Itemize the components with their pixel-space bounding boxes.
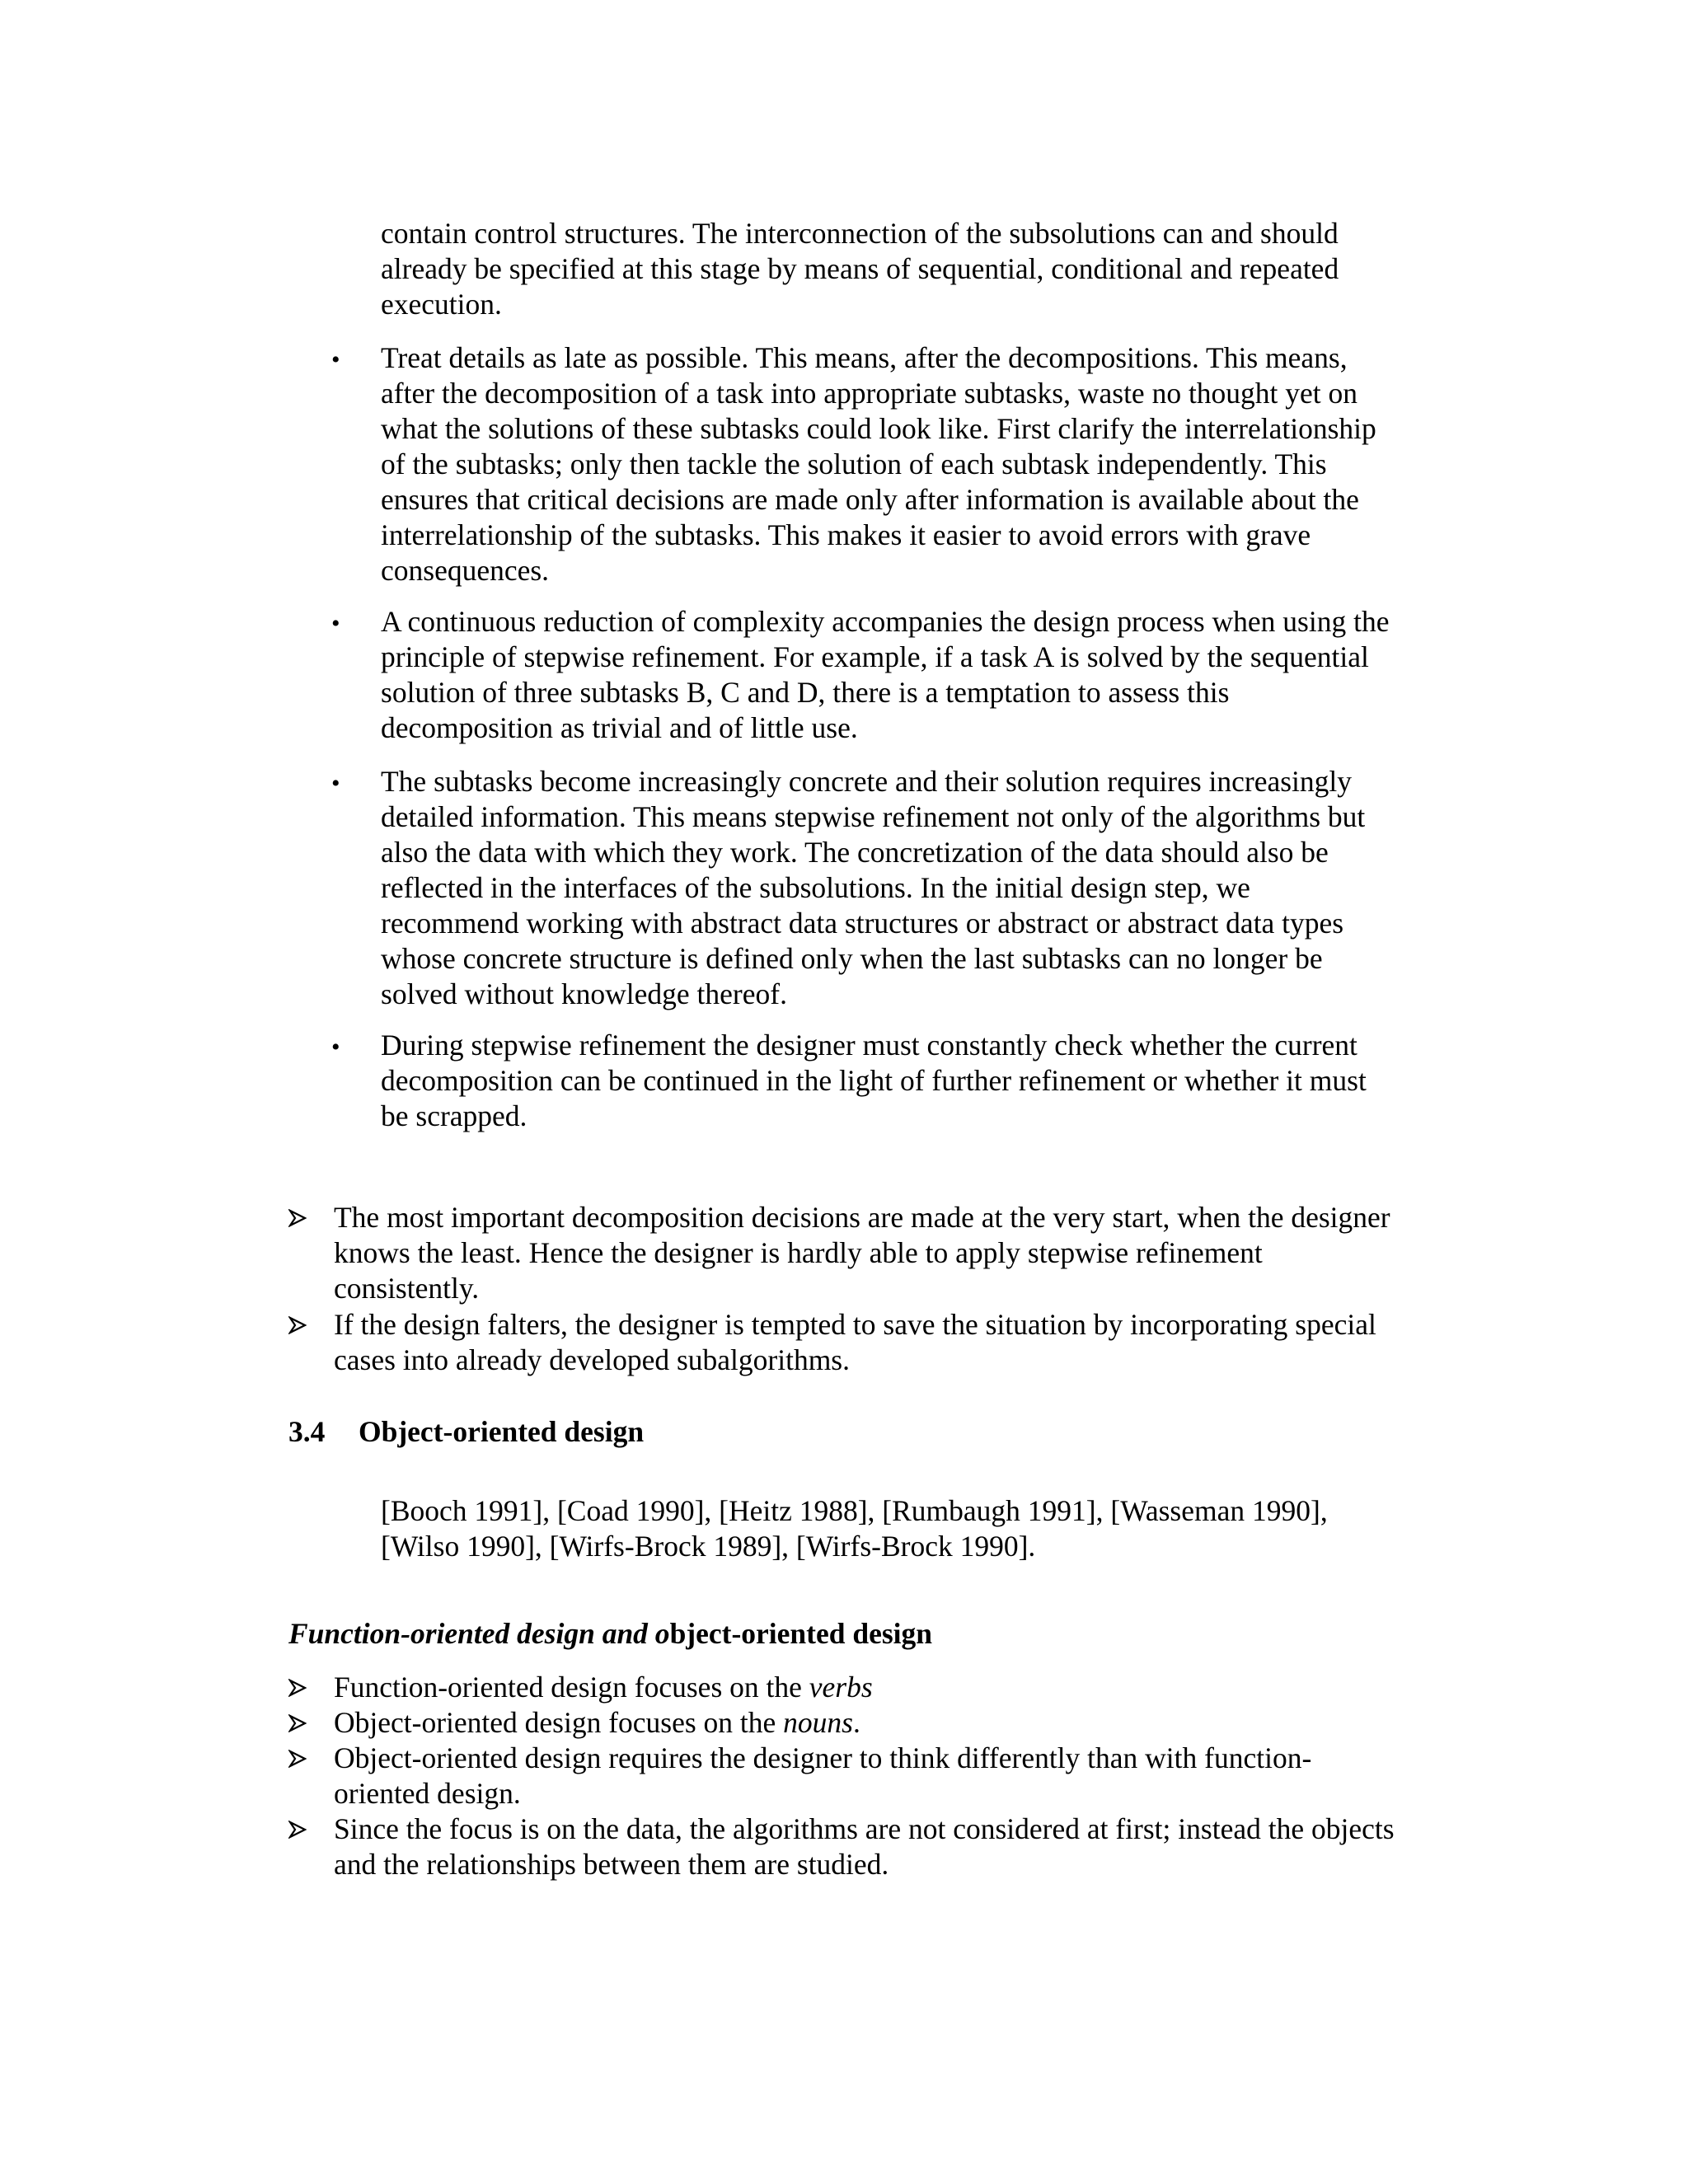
continuation-paragraph: contain control structures. The interconnection of the subsolutions can and should already be specified at this stage by means of sequential, conditional and repeated execution.: [381, 217, 1339, 321]
item-text: Object-oriented design requires the designer to think differently than with function-oriented design.: [334, 1741, 1312, 1810]
bullet-item: Treat details as late as possible. This means, after the decompositions. This means, after the decomposition of a task into appropriate subtasks, waste no thought yet on what the solutions of these subtasks could look like. First clarify the interrelationship of the subtasks; only then tackle the solution of each subtask independently. This ensures that critical decisions are made only after information is available about the interrelationship of the subtasks. This makes it easier to avoid errors with grave consequences.: [381, 341, 1376, 587]
arrow-list-item: [334, 1705, 1397, 1741]
bullet-item: The subtasks become increasingly concrete and their solution requires increasingly detailed information. This means stepwise refinement not only of the algorithms but also the data with which they work. The concretization of the data should also be reflected in the interfaces of the subsolutions. In the initial design step, we recommend working with abstract data structures or abstract or abstract data types whose concrete structure is defined only when the last subtasks can no longer be solved without knowledge thereof.: [381, 765, 1366, 1010]
arrow-list-item: [334, 1741, 1397, 1811]
item-text: Since the focus is on the data, the algorithms are not considered at first; instead the objects and the relationships between them are studied.: [334, 1812, 1395, 1881]
subheading: [288, 1616, 932, 1652]
bullet-marker: •: [331, 610, 340, 637]
arrow-bullet-icon: [288, 1705, 321, 1741]
bullet-marker: •: [331, 346, 340, 373]
section-number: 3.4: [288, 1415, 326, 1448]
bullet-item: A continuous reduction of complexity accompanies the design process when using the principle of stepwise refinement. For example, if a task A is solved by the sequential solution of three subtasks B, C and D, there is a temptation to assess this decomposition as trivial and of little use.: [381, 605, 1390, 744]
arrow-bullet-icon: [288, 1200, 321, 1235]
arrow-bullet-icon: [288, 1811, 321, 1847]
reference-list: [Booch 1991], [Coad 1990], [Heitz 1988], [Rumbaugh 1991], [Wasseman 1990], [Wilso 1990], [Wirfs-Brock 1989], [Wirfs-Brock 1990].: [381, 1494, 1328, 1563]
arrow-bullet-icon: [288, 1670, 321, 1705]
arrow-bullet-icon: [288, 1741, 321, 1776]
bullet-item: During stepwise refinement the designer must constantly check whether the current decomposition can be continued in the light of further refinement or whether it must be scrapped.: [381, 1029, 1367, 1132]
item-text: Object-oriented design focuses on the: [334, 1706, 784, 1739]
item-text: Function-oriented design focuses on the: [334, 1671, 809, 1704]
arrow-list-item: [334, 1811, 1397, 1882]
arrow-bullet-icon: [288, 1307, 321, 1343]
item-tail: .: [852, 1706, 860, 1739]
section-title: Object-oriented design: [359, 1415, 645, 1448]
arrow-list-item: The most important decomposition decisions are made at the very start, when the designer knows the least. Hence the designer is hardly able to apply stepwise refinement consistently.: [334, 1201, 1390, 1305]
subheading-italic: Function-oriented design and o: [288, 1617, 670, 1650]
arrow-list-item: If the design falters, the designer is tempted to save the situation by incorporating special cases into already developed subalgorithms.: [334, 1308, 1376, 1376]
item-emphasis: verbs: [809, 1671, 873, 1704]
bullet-marker: •: [331, 770, 340, 797]
bullet-marker: •: [331, 1033, 340, 1061]
arrow-list-item: [334, 1670, 1397, 1705]
subheading-bold: bject-oriented design: [669, 1617, 933, 1650]
item-emphasis: nouns: [783, 1706, 853, 1739]
